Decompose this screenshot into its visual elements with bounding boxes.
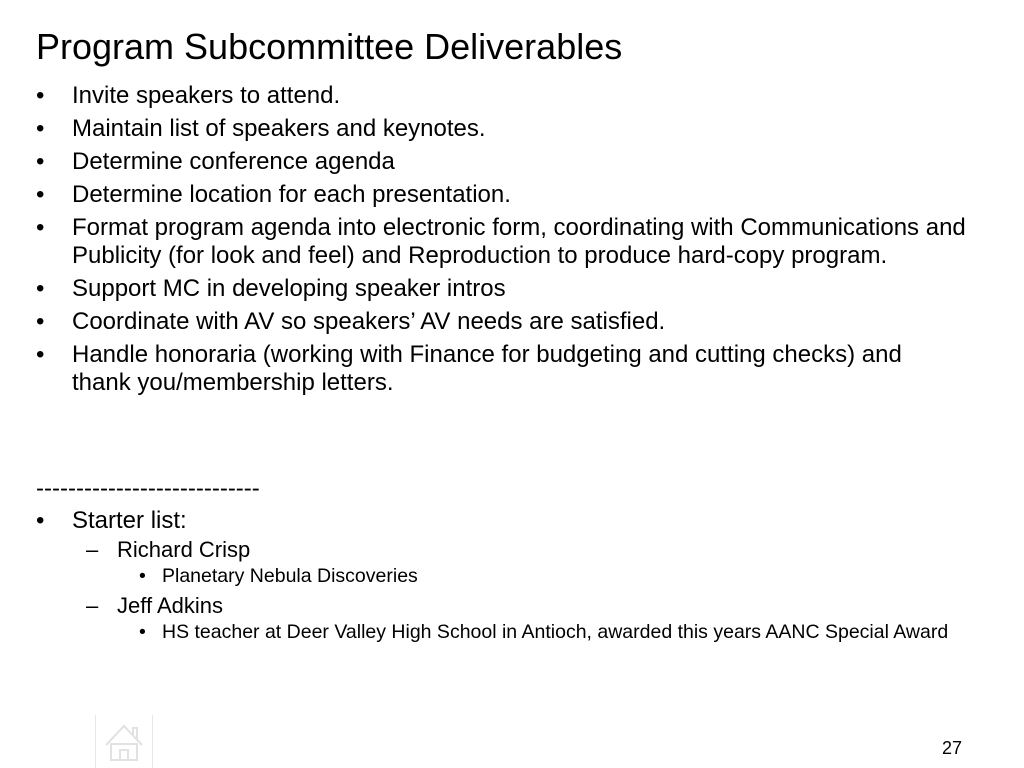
deliverables-list xyxy=(36,82,966,397)
speaker-details xyxy=(117,565,966,587)
home-icon[interactable] xyxy=(95,715,153,768)
speaker-detail xyxy=(117,565,966,587)
list-item xyxy=(36,275,966,303)
list-item-text: Determine conference agenda xyxy=(72,148,395,175)
list-item-text: Invite speakers to attend. xyxy=(72,82,341,109)
speaker-name: Jeff Adkins xyxy=(117,593,223,618)
bullet-icon: • xyxy=(139,621,146,643)
speaker-details xyxy=(117,621,966,643)
bullet-icon: • xyxy=(36,275,45,302)
list-item-text: Handle honoraria (working with Finance for budgeting and cutting checks) and thank you/membership letters. xyxy=(72,341,902,396)
list-item xyxy=(36,148,966,176)
speaker-list xyxy=(72,537,966,643)
divider-line: ---------------------------- xyxy=(36,475,260,502)
dash-icon: – xyxy=(86,593,99,618)
starter-label: Starter list: xyxy=(72,507,187,534)
bullet-icon: • xyxy=(36,214,45,241)
speaker-detail-text: HS teacher at Deer Valley High School in Antioch, awarded this years AANC Special Award xyxy=(162,621,949,643)
list-item xyxy=(36,214,966,270)
list-item xyxy=(36,115,966,143)
page-number: 27 xyxy=(941,738,962,758)
slide-title: Program Subcommittee Deliverables xyxy=(36,26,623,67)
list-item xyxy=(36,82,966,110)
list-item xyxy=(36,181,966,209)
speaker-detail xyxy=(117,621,966,643)
slide-content xyxy=(36,82,966,649)
speaker-item xyxy=(72,537,966,587)
list-item-text: Maintain list of speakers and keynotes. xyxy=(72,115,486,142)
speaker-item xyxy=(72,593,966,643)
bullet-icon: • xyxy=(36,115,45,142)
list-item xyxy=(36,341,966,397)
speaker-detail-text: Planetary Nebula Discoveries xyxy=(162,565,418,587)
speaker-name: Richard Crisp xyxy=(117,537,251,562)
list-item-text: Coordinate with AV so speakers’ AV needs are satisfied. xyxy=(72,308,666,335)
bullet-icon: • xyxy=(139,565,146,587)
bullet-icon: • xyxy=(36,507,45,534)
list-item-text: Determine location for each presentation. xyxy=(72,181,511,208)
bullet-icon: • xyxy=(36,82,45,109)
bullet-icon: • xyxy=(36,148,45,175)
bullet-icon: • xyxy=(36,181,45,208)
home-icon-graphic xyxy=(96,715,152,768)
list-item-starter xyxy=(36,507,966,643)
starter-list xyxy=(36,507,966,643)
bullet-icon: • xyxy=(36,341,45,368)
dash-icon: – xyxy=(86,537,99,562)
bullet-icon: • xyxy=(36,308,45,335)
list-item-text: Format program agenda into electronic form, coordinating with Communications and Publicity (for look and feel) and Reproduction to produce hard-copy program. xyxy=(72,214,966,269)
list-item xyxy=(36,308,966,336)
list-item-text: Support MC in developing speaker intros xyxy=(72,275,506,302)
